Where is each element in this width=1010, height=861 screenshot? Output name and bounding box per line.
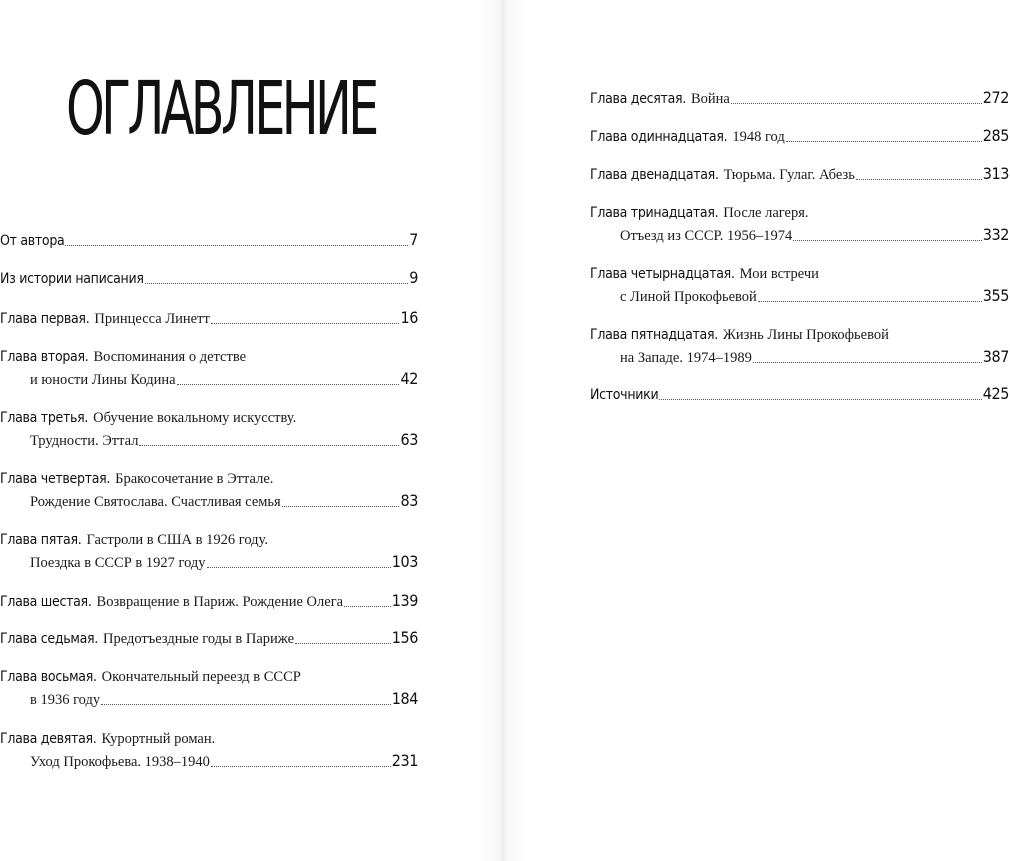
toc-entry-line [0, 230, 418, 250]
dot-leader [344, 605, 391, 607]
toc-chapter-label: Глава одиннадцатая. [590, 129, 728, 145]
toc-entry-line [590, 203, 1009, 223]
dot-leader [65, 244, 408, 246]
toc-page-number: 42 [400, 369, 418, 388]
toc-chapter-subtitle: Отъезд из СССР. 1956–1974 [620, 228, 793, 244]
toc-entry-line [0, 591, 418, 611]
toc-entry-line [0, 552, 418, 572]
toc-page-number: 231 [391, 751, 418, 770]
dot-leader [211, 322, 400, 324]
toc-entry-глава-шестая [0, 591, 418, 611]
toc-chapter-label: Из истории написания [0, 271, 144, 287]
toc-page-number: 9 [409, 268, 418, 287]
toc-entry-глава-тринадцатая [590, 203, 1009, 245]
toc-chapter-label: Глава первая. [0, 311, 90, 327]
toc-entry-глава-вторая [0, 347, 418, 389]
dot-leader [731, 102, 982, 104]
toc-page-number: 139 [391, 591, 418, 610]
toc-entry-глава-десятая [590, 88, 1009, 108]
toc-chapter-label: Глава четырнадцатая. [590, 266, 735, 282]
toc-chapter-label: Глава десятая. [590, 91, 686, 107]
toc-entry-line [0, 347, 418, 367]
toc-chapter-label: Глава третья. [0, 410, 89, 426]
dot-leader [282, 505, 400, 507]
toc-chapter-subtitle: Окончательный переезд в СССР [101, 669, 301, 685]
toc-entry-глава-одиннадцатая [590, 126, 1009, 146]
toc-page-number: 355 [982, 286, 1009, 305]
toc-chapter-subtitle: Война [690, 91, 730, 107]
dot-leader [758, 300, 982, 302]
toc-page-number: 63 [400, 430, 418, 449]
dot-leader [139, 444, 399, 446]
toc-chapter-subtitle: Тюрьма. Гулаг. Абезь [723, 167, 855, 183]
toc-chapter-label: Глава четвертая. [0, 471, 111, 487]
toc-entry-line [0, 667, 418, 687]
dot-leader [856, 178, 982, 180]
toc-chapter-subtitle: Трудности. Эттал [30, 433, 139, 449]
toc-entry-line [0, 530, 418, 550]
toc-chapter-subtitle: Обучение вокальному искусству. [93, 410, 297, 426]
toc-entry-глава-двенадцатая [590, 164, 1009, 184]
toc-entry-line [0, 369, 418, 389]
toc-chapter-label: Глава шестая. [0, 594, 92, 610]
toc-entry-line [0, 268, 418, 288]
toc-entry-источники [590, 384, 1009, 404]
toc-chapter-subtitle: Принцесса Линетт [94, 311, 210, 327]
toc-entry-глава-восьмая [0, 667, 418, 709]
toc-entry-line [590, 225, 1009, 245]
toc-page-number: 425 [982, 384, 1009, 403]
toc-page-number: 313 [982, 164, 1009, 183]
page-title: ОГЛАВЛЕНИЕ [66, 66, 376, 152]
toc-entry-line [0, 430, 418, 450]
toc-chapter-label: Глава седьмая. [0, 631, 98, 647]
toc-entry-line [0, 469, 418, 489]
toc-entry-line [0, 751, 418, 771]
toc-entry-line [0, 729, 418, 749]
toc-page-number: 184 [391, 689, 418, 708]
toc-chapter-subtitle: Курортный роман. [101, 731, 216, 747]
toc-page-number: 387 [982, 347, 1009, 366]
toc-chapter-label: Глава пятнадцатая. [590, 327, 718, 343]
toc-chapter-label: Глава восьмая. [0, 669, 97, 685]
toc-entry-line [590, 325, 1009, 345]
toc-chapter-subtitle: Мои встречи [739, 266, 819, 282]
toc-chapter-label: Глава пятая. [0, 532, 82, 548]
dot-leader [177, 383, 400, 385]
toc-page-number: 103 [391, 552, 418, 571]
toc-page-number: 16 [400, 308, 418, 327]
toc-chapter-subtitle: Поездка в СССР в 1927 году [30, 555, 206, 571]
dot-leader [211, 765, 391, 767]
toc-page-number: 156 [391, 628, 418, 647]
toc-entry-line [590, 164, 1009, 184]
dot-leader [101, 703, 391, 705]
dot-leader [753, 361, 982, 363]
toc-chapter-subtitle: 1948 год [732, 129, 785, 145]
toc-chapter-subtitle: на Западе. 1974–1989 [620, 350, 752, 366]
toc-entry-глава-третья [0, 408, 418, 450]
toc-entry-глава-девятая [0, 729, 418, 771]
toc-chapter-subtitle: Жизнь Лины Прокофьевой [722, 327, 889, 343]
toc-chapter-subtitle: в 1936 году [30, 692, 101, 708]
toc-chapter-subtitle: Возвращение в Париж. Рождение Олега [96, 594, 344, 610]
toc-chapter-subtitle: Предотъездные годы в Париже [103, 631, 295, 647]
dot-leader [786, 140, 982, 142]
toc-entry-line [0, 308, 418, 328]
toc-entry-line [590, 126, 1009, 146]
toc-entry-глава-четырнадцатая [590, 264, 1009, 306]
toc-chapter-label: Глава девятая. [0, 731, 97, 747]
toc-entry-line [0, 491, 418, 511]
toc-entry-line [0, 628, 418, 648]
dot-leader [295, 642, 391, 644]
toc-chapter-subtitle: После лагеря. [723, 205, 809, 221]
dot-leader [145, 282, 409, 284]
toc-entry-line [590, 347, 1009, 367]
toc-page-number: 83 [400, 491, 418, 510]
toc-page-number: 7 [409, 230, 418, 249]
toc-chapter-label: Глава вторая. [0, 349, 89, 365]
toc-entry-line [0, 689, 418, 709]
toc-entry-глава-пятнадцатая [590, 325, 1009, 367]
toc-page-number: 332 [982, 225, 1009, 244]
toc-chapter-subtitle: и юности Лины Кодина [30, 372, 176, 388]
toc-entry-line [590, 384, 1009, 404]
toc-chapter-label: Глава тринадцатая. [590, 205, 719, 221]
toc-entry-глава-первая [0, 308, 418, 328]
toc-chapter-subtitle: с Линой Прокофьевой [620, 289, 757, 305]
toc-chapter-subtitle: Воспоминания о детстве [93, 349, 247, 365]
toc-entry-глава-седьмая [0, 628, 418, 648]
toc-entry-глава-пятая [0, 530, 418, 572]
toc-entry-line [590, 286, 1009, 306]
toc-chapter-label: Глава двенадцатая. [590, 167, 719, 183]
dot-leader [793, 239, 981, 241]
toc-chapter-subtitle: Уход Прокофьева. 1938–1940 [30, 754, 210, 770]
toc-page-number: 272 [982, 88, 1009, 107]
toc-entry-line [590, 88, 1009, 108]
toc-chapter-subtitle: Гастроли в США в 1926 году. [86, 532, 268, 548]
toc-chapter-label: От автора [0, 233, 65, 249]
dot-leader [207, 566, 391, 568]
toc-entry-от-автора [0, 230, 418, 250]
dot-leader [659, 398, 981, 400]
toc-chapter-subtitle: Бракосочетание в Эттале. [115, 471, 274, 487]
toc-entry-из-истории-написания [0, 268, 418, 288]
toc-chapter-label: Источники [590, 387, 659, 403]
toc-entry-line [0, 408, 418, 428]
toc-chapter-subtitle: Рождение Святослава. Счастливая семья [30, 494, 281, 510]
toc-page-number: 285 [982, 126, 1009, 145]
right-page [503, 0, 1010, 861]
left-page [0, 0, 503, 861]
toc-entry-глава-четвертая [0, 469, 418, 511]
toc-entry-line [590, 264, 1009, 284]
